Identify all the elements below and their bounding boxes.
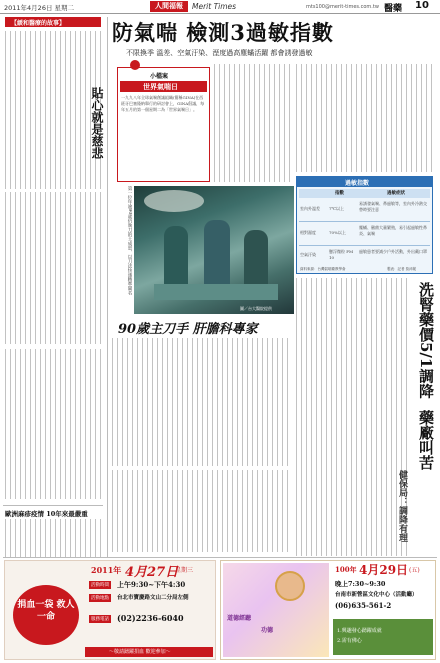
- left-column: [3, 17, 105, 530]
- contact-email: mts100@merit-times.com.tw: [306, 4, 379, 10]
- surgeon-figure-3: [244, 230, 268, 288]
- blood-ad-time: 上午9:30~下午4:30: [117, 580, 186, 589]
- table-cell: 室內外溫差: [300, 206, 320, 211]
- left-story-text-2: [5, 192, 101, 344]
- blood-ad-date: 4月27日: [125, 565, 179, 580]
- photo-caption: 第一位年逾90歲仍執刀的王成恩，以刀法快速精準聞名: [127, 186, 132, 296]
- table-cell: 70%以上: [329, 230, 346, 235]
- sidebox-tag: 小檔案: [150, 73, 169, 80]
- right-subhead: 健保局：調降有理: [397, 470, 407, 542]
- ad-divider: [3, 557, 437, 558]
- event-ad-badge2: 功德: [261, 627, 274, 634]
- photo-credit: 圖／台大醫院提供: [240, 306, 272, 311]
- info-pin-icon: [130, 60, 140, 70]
- event-ad-item1: 1.興趣發心踴躍成就: [337, 628, 382, 634]
- table-cell: 懸浮微粒 PM10: [329, 249, 354, 260]
- event-ad-place: 台南市新營區文化中心（活動廳）: [335, 592, 418, 598]
- sidebox-title: 世界氣喘日: [143, 83, 178, 91]
- table-row: [299, 224, 430, 246]
- brand-name: Merit Times: [192, 2, 237, 11]
- story-text-2: [112, 470, 292, 552]
- left-story-text-3: [5, 349, 101, 499]
- issue-date: 2011年4月26日 星期二: [4, 4, 75, 12]
- bottom-left-text: [5, 519, 101, 557]
- table-cell: 相對濕度: [300, 230, 316, 235]
- table-cell: 過敏患者要減少戶外活動，外出戴口罩: [359, 249, 427, 254]
- event-ad-item2: 2.需有佛心: [337, 638, 362, 644]
- left-divider: [3, 505, 103, 506]
- main-article-text-2: [296, 64, 433, 172]
- left-story-text: [5, 31, 101, 189]
- event-ad-phone: (06)635-561-2: [335, 601, 392, 610]
- blood-ad-phone-label: 服務電話: [91, 617, 109, 622]
- surgery-lamp: [144, 190, 204, 212]
- story-text: [112, 338, 292, 466]
- monk-avatar: [275, 571, 305, 601]
- section-name: 醫藥: [384, 4, 403, 14]
- story-banner-label: 【緩和醫療的故事】: [11, 20, 66, 27]
- left-headline: 貼心就是慈悲: [90, 87, 104, 159]
- allergy-table: [296, 176, 433, 274]
- main-article-text: [214, 64, 292, 182]
- main-subtitle: 不限換季 溫差、空氣汙染、溼度過高塵蟎活躍 都會誘發過敏: [126, 49, 313, 57]
- event-ad-year: 100年: [335, 565, 357, 574]
- blood-ad-footer: ～敬請踴躍捐血 歡迎參加～: [109, 649, 171, 655]
- event-ad: [220, 560, 436, 660]
- table-cell: 7℃以上: [329, 206, 345, 211]
- event-ad-badge1: 道德經聽: [227, 615, 252, 622]
- main-title: 防氣喘 檢測3過敏指數: [112, 20, 334, 45]
- blood-ad-slogan: 捐血一袋 救人一命: [17, 600, 75, 622]
- blood-ad-phone: (02)2236-6040: [117, 613, 184, 623]
- column-divider-left: [107, 17, 108, 557]
- table-source: 資料來源：台灣氣喘衛教學會: [300, 267, 346, 271]
- event-ad-date: 4月29日: [359, 563, 409, 577]
- story-headline: 90歲主刀手 肝膽科專家: [118, 322, 258, 337]
- operating-table: [154, 284, 278, 300]
- event-ad-flowers: [223, 563, 329, 657]
- blood-donation-ad: [4, 560, 216, 660]
- table-cell: 塵蟎、黴菌大量繁殖，易引起過敏性鼻炎、氣喘: [359, 225, 427, 236]
- table-row: [299, 248, 430, 266]
- blood-ad-place: 台北市寶慶路文山二分局左側: [117, 595, 189, 601]
- event-ad-time: 晚上7:30~9:30: [335, 580, 386, 588]
- bottom-left-heading: 歐洲麻疹疫情 10年來最嚴重: [5, 510, 88, 518]
- right-headline: 洗腎藥價5/1調降: [417, 282, 435, 399]
- blood-ad-year: 2011年: [91, 565, 122, 575]
- table-maker: 製表：記者 詹沛妮: [387, 267, 417, 271]
- right-text-column: [296, 278, 408, 556]
- table-cell: 易誘發氣喘、鼻過敏等，室內外冷熱交替時要注意: [359, 201, 427, 212]
- blood-ad-weekday: 星期三: [175, 567, 194, 574]
- surgeon-figure: [164, 226, 188, 286]
- table-cell: 空氣汙染: [300, 252, 316, 257]
- sidebox-text: 一九九八年全球氣喘創議組織(簡稱GINA)在西班牙巴塞隆納舉行的研討會上，GINA倡議，每年五月的第一個星期二為「世界氣喘日」。: [121, 95, 205, 112]
- page-number: 10: [415, 0, 429, 11]
- page-header: [0, 0, 440, 14]
- blood-ad-place-label: 活動地點: [91, 596, 109, 601]
- table-title: 過敏指數: [345, 180, 370, 187]
- newspaper-logo: 人間福報: [150, 1, 188, 12]
- table-header-row: [299, 189, 430, 198]
- table-header-col1: 指數: [335, 191, 344, 196]
- right-headline-2: 藥廠叫苦: [417, 410, 435, 470]
- surgery-photo: [134, 186, 294, 314]
- surgeon-figure-2: [204, 220, 230, 286]
- table-header-col2: 過敏症狀: [387, 191, 405, 196]
- event-ad-weekday: (五): [409, 567, 420, 574]
- table-row: [299, 200, 430, 222]
- blood-ad-time-label: 活動時間: [91, 583, 109, 588]
